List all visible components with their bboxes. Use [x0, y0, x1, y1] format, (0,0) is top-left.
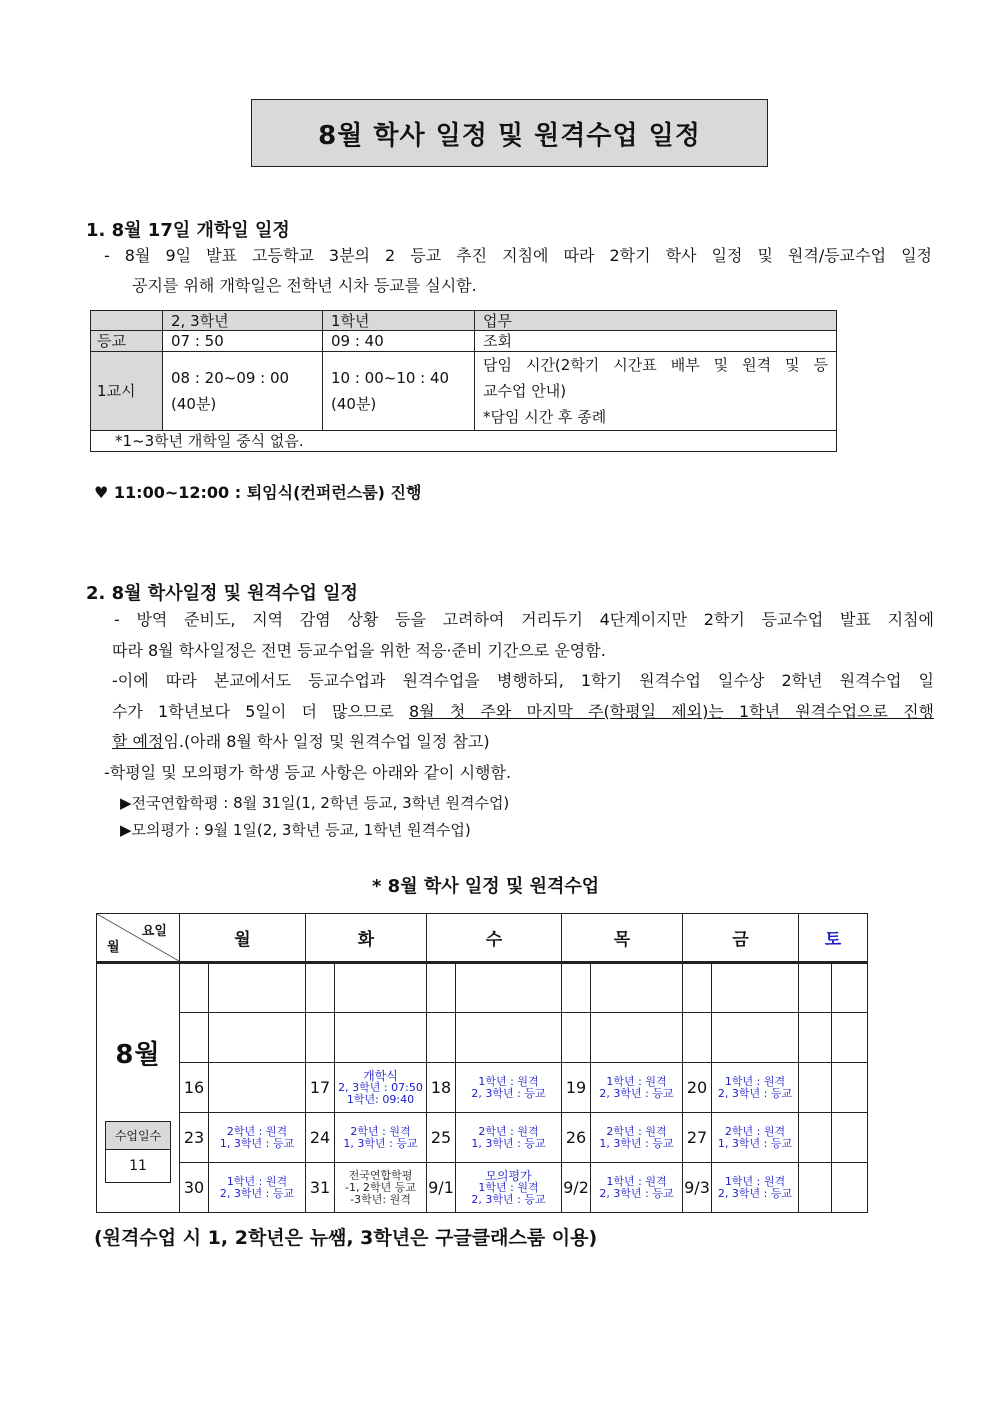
calendar-event-line: 2, 3학년 : 등교 — [599, 1186, 674, 1200]
text-span: 임.(아래 8월 학사 일정 및 원격수업 일정 참고) — [163, 732, 490, 751]
section1-heading: 1. 8월 17일 개학일 일정 — [86, 220, 290, 241]
calendar-event-line: 2, 3학년 : 등교 — [471, 1086, 546, 1100]
section2-para2-line3 — [112, 733, 490, 751]
august-calendar-table — [96, 913, 868, 1213]
calendar-week-row — [97, 1013, 868, 1063]
calendar-date-cell — [427, 1013, 456, 1063]
section1-para-line2: 공지를 위해 개학일은 전학년 시차 등교를 실시함. — [132, 276, 477, 295]
calendar-event-cell — [335, 963, 427, 1013]
calendar-event-line: 2학년 : 원격 — [724, 1124, 786, 1138]
day-header-mon: 월 — [180, 914, 306, 963]
calendar-event-line: 1학년 : 원격 — [724, 1074, 786, 1088]
calendar-event-line: 1, 3학년 : 등교 — [471, 1136, 546, 1150]
calendar-event-line: 1학년 : 원격 — [478, 1180, 539, 1194]
calendar-date-cell: 19 — [562, 1063, 591, 1113]
calendar-date-cell: 16 — [180, 1063, 209, 1113]
calendar-saturday-cell — [832, 1063, 868, 1113]
calendar-date-cell: 27 — [683, 1113, 712, 1163]
calendar-date-cell — [562, 1013, 591, 1063]
calendar-event-line: 1, 3학년 : 등교 — [343, 1136, 418, 1150]
calendar-event-line: 1학년 : 원격 — [606, 1174, 667, 1188]
calendar-event-line: 2, 3학년 : 등교 — [717, 1186, 793, 1200]
task-line: *담임 시간 후 종례 — [483, 408, 607, 426]
calendar-event-cell — [712, 963, 799, 1013]
calendar-event-line: 1학년: 09:40 — [346, 1092, 415, 1106]
calendar-date-cell: 31 — [306, 1163, 335, 1213]
header-cell — [91, 311, 163, 331]
month-column — [97, 963, 180, 1213]
table-cell: 09 : 40 — [323, 331, 475, 352]
calendar-date-cell: 25 — [427, 1113, 456, 1163]
section2-para1-line1: - 방역 준비도, 지역 감염 상황 등을 고려하여 거리두기 4단계이지만 2학기 등교수업 발표 지침에 — [114, 610, 934, 629]
calendar-saturday-cell — [799, 1163, 832, 1213]
calendar-date-cell — [562, 963, 591, 1013]
calendar-event-cell — [456, 1113, 562, 1163]
calendar-event-line: 2학년 : 원격 — [226, 1124, 288, 1138]
calendar-week-row — [97, 1063, 868, 1113]
calendar-event-line: 2학년 : 원격 — [350, 1124, 411, 1138]
calendar-event-cell — [456, 963, 562, 1013]
calendar-date-cell: 9/1 — [427, 1163, 456, 1213]
calendar-event-line: 2학년 : 원격 — [478, 1124, 539, 1138]
class-days-box — [105, 1121, 171, 1183]
calendar-event-cell — [209, 1113, 306, 1163]
table-cell: 조회 — [475, 331, 837, 352]
calendar-event-line: 1, 3학년 : 등교 — [599, 1136, 674, 1150]
calendar-date-cell — [306, 1013, 335, 1063]
calendar-event-cell — [335, 1063, 427, 1113]
calendar-event-cell — [335, 1113, 427, 1163]
calendar-date-cell: 17 — [306, 1063, 335, 1113]
table-note-row — [91, 431, 837, 452]
day-header-tue: 화 — [306, 914, 427, 963]
table-row — [91, 352, 837, 431]
calendar-date-cell: 26 — [562, 1113, 591, 1163]
retirement-ceremony-line: ♥ 11:00~12:00 : 퇴임식(컨퍼런스룸) 진행 — [94, 483, 422, 502]
day-header-thu: 목 — [562, 914, 683, 963]
calendar-saturday-cell — [832, 1163, 868, 1213]
month-label: 8월 — [115, 1040, 161, 1070]
header-cell: 1학년 — [323, 311, 475, 331]
duration-text: (40분) — [331, 395, 377, 413]
calendar-date-cell: 30 — [180, 1163, 209, 1213]
section2-para2-line1: -이에 따라 본교에서도 등교수업과 원격수업을 병행하되, 1학기 원격수업 일수상 2학년 원격수업 일 — [112, 671, 934, 690]
row-label: 등교 — [91, 331, 163, 352]
calendar-event-cell — [209, 1063, 306, 1113]
corner-day-label: 요일 — [141, 924, 167, 939]
calendar-event-line: -1, 2학년 등교 — [345, 1180, 416, 1194]
calendar-event-line: 2, 3학년 : 등교 — [471, 1192, 546, 1206]
calendar-event-line: 전국연합학평 — [348, 1168, 413, 1182]
day-header-wed: 수 — [427, 914, 562, 963]
calendar-date-cell — [180, 1013, 209, 1063]
calendar-event-cell — [591, 1113, 683, 1163]
calendar-saturday-cell — [832, 1013, 868, 1063]
table-row — [91, 331, 837, 352]
day-header-sat: 토 — [799, 914, 868, 963]
calendar-date-cell: 24 — [306, 1113, 335, 1163]
calendar-event-line: 1, 3학년 : 등교 — [717, 1136, 793, 1150]
calendar-week-row — [97, 1163, 868, 1213]
table-header-row — [91, 311, 837, 331]
duration-text: (40분) — [171, 395, 217, 413]
calendar-saturday-cell — [832, 1113, 868, 1163]
text-span: 수가 1학년보다 5일이 더 많으므로 — [112, 702, 410, 721]
calendar-header-row — [97, 914, 868, 963]
calendar-event-line: 2, 3학년 : 등교 — [219, 1186, 295, 1200]
day-header-fri: 금 — [683, 914, 799, 963]
calendar-event-cell — [591, 1163, 683, 1213]
calendar-date-cell: 9/2 — [562, 1163, 591, 1213]
calendar-date-cell: 9/3 — [683, 1163, 712, 1213]
calendar-date-cell — [427, 963, 456, 1013]
header-cell: 2, 3학년 — [163, 311, 323, 331]
underlined-text: 할 예정 — [112, 732, 164, 751]
calendar-event-line: 모의평가 — [485, 1168, 532, 1183]
first-day-schedule-table — [90, 310, 837, 452]
calendar-event-line: 2, 3학년 : 등교 — [717, 1086, 793, 1100]
calendar-event-cell — [591, 1063, 683, 1113]
calendar-event-line: 1학년 : 원격 — [226, 1174, 288, 1188]
calendar-event-line: 2, 3학년 : 07:50 — [338, 1080, 423, 1094]
calendar-event-line: 1학년 : 원격 — [478, 1074, 539, 1088]
calendar-date-cell — [306, 963, 335, 1013]
calendar-event-cell — [209, 1013, 306, 1063]
calendar-event-cell — [591, 963, 683, 1013]
calendar-event-cell — [335, 1013, 427, 1063]
calendar-event-cell — [209, 1163, 306, 1213]
calendar-event-cell — [456, 1163, 562, 1213]
calendar-event-cell — [591, 1013, 683, 1063]
calendar-caption: * 8월 학사 일정 및 원격수업 — [372, 876, 600, 897]
calendar-event-line: 개학식 — [363, 1068, 398, 1083]
calendar-event-line: 1, 3학년 : 등교 — [219, 1136, 295, 1150]
section1-para-line1: - 8월 9일 발표 고등학교 3분의 2 등교 추진 지침에 따라 2학기 학사 일정 및 원격/등교수업 일정 — [104, 246, 932, 265]
calendar-saturday-cell — [799, 1113, 832, 1163]
table-cell — [475, 352, 837, 431]
calendar-date-cell — [180, 963, 209, 1013]
calendar-event-line: 1학년 : 원격 — [724, 1174, 786, 1188]
calendar-event-cell — [209, 963, 306, 1013]
table-cell: 07 : 50 — [163, 331, 323, 352]
class-days-count: 11 — [129, 1158, 147, 1174]
calendar-week-row — [97, 1113, 868, 1163]
page-title: 8월 학사 일정 및 원격수업 일정 — [251, 99, 768, 167]
footer-note: (원격수업 시 1, 2학년은 뉴쌤, 3학년은 구글클래스룸 이용) — [94, 1227, 598, 1249]
calendar-event-cell — [335, 1163, 427, 1213]
bullet-national-test: ▶전국연합학평 : 8월 31일(1, 2학년 등교, 3학년 원격수업) — [120, 794, 510, 812]
calendar-event-cell — [712, 1113, 799, 1163]
task-line: 교수업 안내) — [483, 382, 567, 400]
section2-para3: -학평일 및 모의평가 학생 등교 사항은 아래와 같이 시행함. — [104, 763, 512, 782]
row-label: 1교시 — [91, 352, 163, 431]
calendar-date-cell: 23 — [180, 1113, 209, 1163]
calendar-event-cell — [456, 1013, 562, 1063]
bullet-mock-exam: ▶모의평가 : 9월 1일(2, 3학년 등교, 1학년 원격수업) — [120, 821, 471, 839]
task-line: 담임 시간(2학기 시간표 배부 및 원격 및 등 — [483, 356, 828, 374]
calendar-event-line: -3학년: 원격 — [350, 1192, 411, 1206]
time-text: 10 : 00~10 : 40 — [331, 369, 450, 387]
table-note: *1~3학년 개학일 중식 없음. — [91, 431, 837, 452]
calendar-event-line: 1학년 : 원격 — [606, 1074, 667, 1088]
calendar-date-cell: 18 — [427, 1063, 456, 1113]
calendar-event-line: 2, 3학년 : 등교 — [599, 1086, 674, 1100]
calendar-event-cell — [712, 1163, 799, 1213]
calendar-corner — [97, 914, 180, 963]
calendar-saturday-cell — [799, 1063, 832, 1113]
corner-month-label: 월 — [107, 940, 120, 955]
calendar-event-cell — [712, 1063, 799, 1113]
class-days-label: 수업일수 — [106, 1122, 170, 1150]
section2-heading: 2. 8월 학사일정 및 원격수업 일정 — [86, 583, 358, 604]
calendar-event-cell — [712, 1013, 799, 1063]
table-cell — [323, 352, 475, 431]
section2-para2-line2 — [112, 703, 934, 721]
time-text: 08 : 20~09 : 00 — [171, 369, 290, 387]
calendar-date-cell — [683, 1013, 712, 1063]
underlined-text: 8월 첫 주와 마지막 주(학평일 제외)는 1학년 원격수업으로 진행 — [409, 702, 934, 721]
calendar-week-row — [97, 963, 868, 1013]
calendar-saturday-cell — [799, 1013, 832, 1063]
table-cell — [163, 352, 323, 431]
calendar-saturday-cell — [832, 963, 868, 1013]
calendar-event-cell — [456, 1063, 562, 1113]
calendar-event-line: 2학년 : 원격 — [606, 1124, 667, 1138]
calendar-date-cell: 20 — [683, 1063, 712, 1113]
calendar-saturday-cell — [799, 963, 832, 1013]
section2-para1-line2: 따라 8월 학사일정은 전면 등교수업을 위한 적응·준비 기간으로 운영함. — [112, 641, 606, 660]
calendar-date-cell — [683, 963, 712, 1013]
header-cell: 업무 — [475, 311, 837, 331]
